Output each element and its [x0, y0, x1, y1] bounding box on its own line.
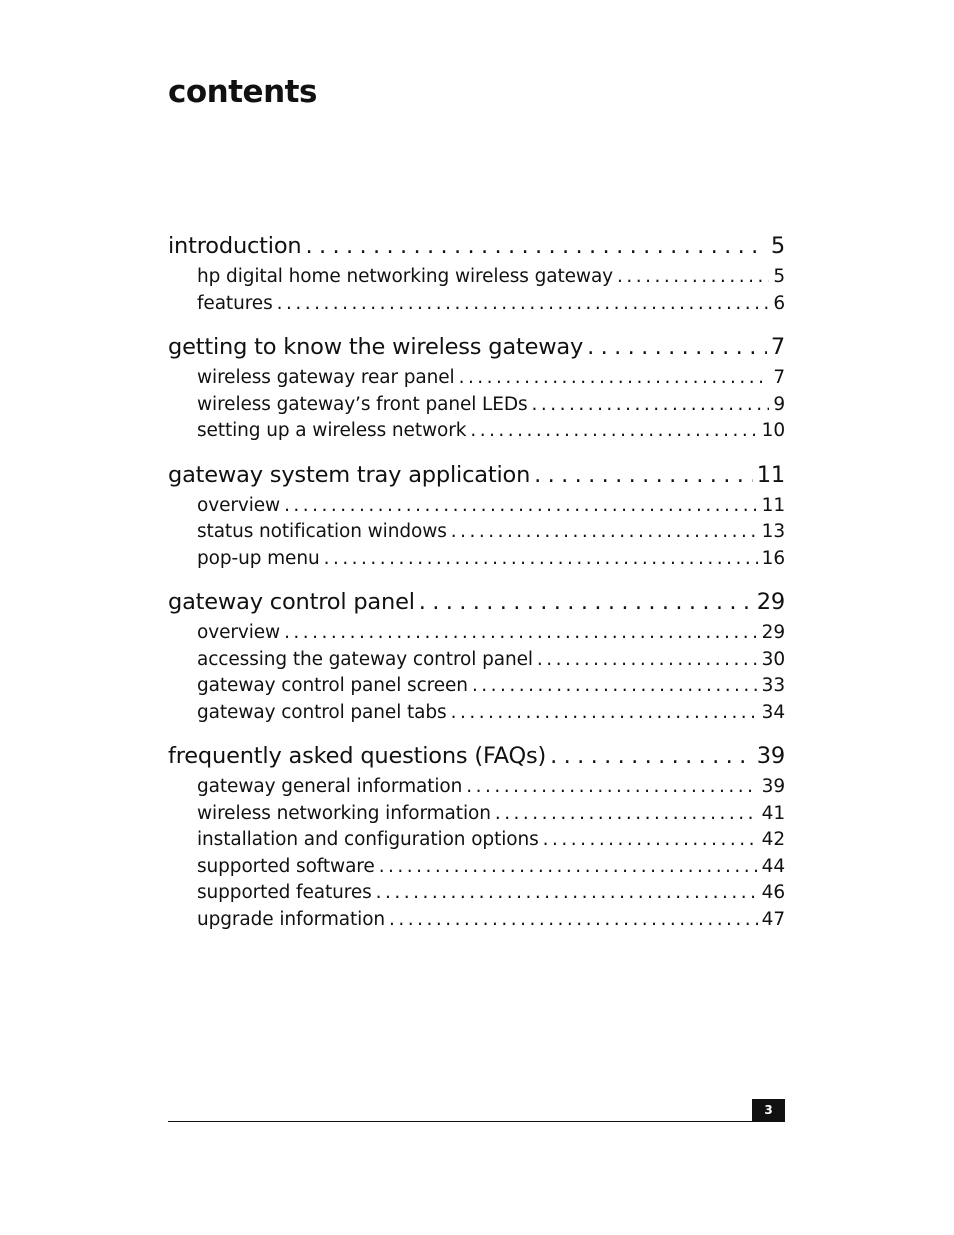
toc-subsection-page: 42 [761, 829, 785, 850]
toc-subsection-title: overview [197, 622, 281, 643]
toc-subsection-page: 5 [773, 266, 785, 287]
toc-subsection-page: 34 [761, 701, 785, 723]
toc-subsection-page: 29 [761, 622, 785, 643]
toc-subsection-page: 41 [761, 802, 785, 824]
toc-subsection-title: wireless gateway’s front panel LEDs [197, 393, 528, 415]
toc-chapter-title: gateway system tray application [168, 461, 531, 488]
toc-subsection-page: 33 [761, 675, 785, 696]
dot-leader [284, 620, 758, 647]
toc-section [168, 329, 785, 445]
toc-subsection-entry[interactable] [168, 827, 785, 854]
toc-subsection-entry[interactable] [168, 493, 785, 520]
toc-subsection-entry[interactable] [168, 418, 785, 445]
toc-subsection-title: pop-up menu [197, 547, 320, 569]
dot-leader [284, 493, 758, 520]
dot-leader [587, 329, 767, 365]
dot-leader [537, 647, 758, 674]
toc-chapter-page: 5 [770, 233, 785, 259]
toc-chapter-title: introduction [168, 233, 302, 259]
toc-chapter-title: frequently asked questions (FAQs) [168, 743, 547, 769]
dot-leader [470, 418, 757, 445]
dot-leader [466, 774, 757, 801]
toc-subsection-entry[interactable] [168, 392, 785, 419]
toc-subsection-title: supported software [197, 855, 375, 877]
toc-subsection-page: 30 [761, 648, 785, 670]
toc-subsection-title: gateway control panel tabs [197, 701, 447, 723]
footer-rule [168, 1121, 785, 1122]
toc-subsection-page: 39 [761, 776, 785, 797]
toc-chapter-page: 39 [756, 743, 785, 769]
toc-subsection-page: 16 [761, 547, 785, 569]
toc-chapter-page: 7 [770, 334, 785, 360]
dot-leader [532, 392, 770, 419]
toc-chapter-entry[interactable] [168, 329, 785, 365]
toc-subsection-entry[interactable] [168, 854, 785, 881]
toc-section [168, 584, 785, 726]
toc-subsection-title: installation and configuration options [197, 829, 539, 850]
toc-subsection-entry[interactable] [168, 291, 785, 318]
dot-leader [324, 546, 758, 573]
dot-leader [277, 291, 770, 318]
toc-subsection-page: 6 [773, 292, 785, 314]
toc-subsection-entry[interactable] [168, 647, 785, 674]
toc-subsection-page: 13 [761, 521, 785, 542]
toc-subsection-title: supported features [197, 882, 372, 903]
toc-subsection-title: gateway general information [197, 776, 463, 797]
toc-subsection-page: 44 [761, 855, 785, 877]
toc-subsection-title: wireless gateway rear panel [197, 367, 455, 388]
toc-subsection-entry[interactable] [168, 700, 785, 727]
toc-section [168, 457, 785, 573]
dot-leader [305, 228, 766, 264]
toc-subsection-title: features [197, 292, 273, 314]
toc-subsection-page: 11 [761, 494, 785, 516]
dot-leader [376, 880, 758, 907]
toc-subsection-page: 47 [761, 908, 785, 930]
toc-subsection-title: gateway control panel screen [197, 675, 468, 696]
toc-chapter-page: 11 [756, 461, 785, 488]
dot-leader [617, 264, 769, 291]
toc-subsection-page: 46 [761, 882, 785, 903]
toc-subsection-page: 10 [761, 420, 785, 441]
toc-subsection-entry[interactable] [168, 620, 785, 647]
toc-chapter-entry[interactable] [168, 228, 785, 264]
toc-section [168, 228, 785, 317]
toc-subsection-entry[interactable] [168, 546, 785, 573]
dot-leader [534, 457, 753, 493]
toc-subsection-page: 7 [773, 367, 785, 388]
dot-leader [451, 519, 758, 546]
toc-subsection-title: setting up a wireless network [197, 420, 467, 441]
dot-leader [472, 673, 758, 700]
toc-chapter-entry[interactable] [168, 584, 785, 620]
toc-subsection-title: accessing the gateway control panel [197, 648, 533, 670]
dot-leader [389, 907, 758, 934]
toc-chapter-title: gateway control panel [168, 589, 415, 615]
toc-subsection-entry[interactable] [168, 365, 785, 392]
dot-leader [419, 584, 753, 620]
dot-leader [550, 738, 753, 774]
dot-leader [495, 801, 758, 828]
toc-subsection-entry[interactable] [168, 880, 785, 907]
table-of-contents [168, 228, 785, 945]
toc-section [168, 738, 785, 933]
page-number-badge: 3 [752, 1099, 785, 1121]
toc-subsection-entry[interactable] [168, 801, 785, 828]
dot-leader [459, 365, 770, 392]
toc-subsection-entry[interactable] [168, 519, 785, 546]
toc-subsection-title: hp digital home networking wireless gateway [197, 266, 614, 287]
toc-subsection-entry[interactable] [168, 673, 785, 700]
toc-subsection-title: upgrade information [197, 908, 386, 930]
toc-subsection-title: overview [197, 494, 281, 516]
toc-subsection-page: 9 [773, 393, 785, 415]
toc-subsection-title: wireless networking information [197, 802, 491, 824]
dot-leader [451, 700, 758, 727]
toc-subsection-title: status notification windows [197, 521, 447, 542]
toc-subsection-entry[interactable] [168, 264, 785, 291]
dot-leader [379, 854, 758, 881]
toc-subsection-entry[interactable] [168, 774, 785, 801]
dot-leader [543, 827, 758, 854]
toc-chapter-title: getting to know the wireless gateway [168, 334, 584, 360]
toc-subsection-entry[interactable] [168, 907, 785, 934]
toc-chapter-entry[interactable] [168, 738, 785, 774]
page-title: contents [168, 74, 317, 110]
toc-chapter-entry[interactable] [168, 457, 785, 493]
toc-chapter-page: 29 [756, 589, 785, 615]
